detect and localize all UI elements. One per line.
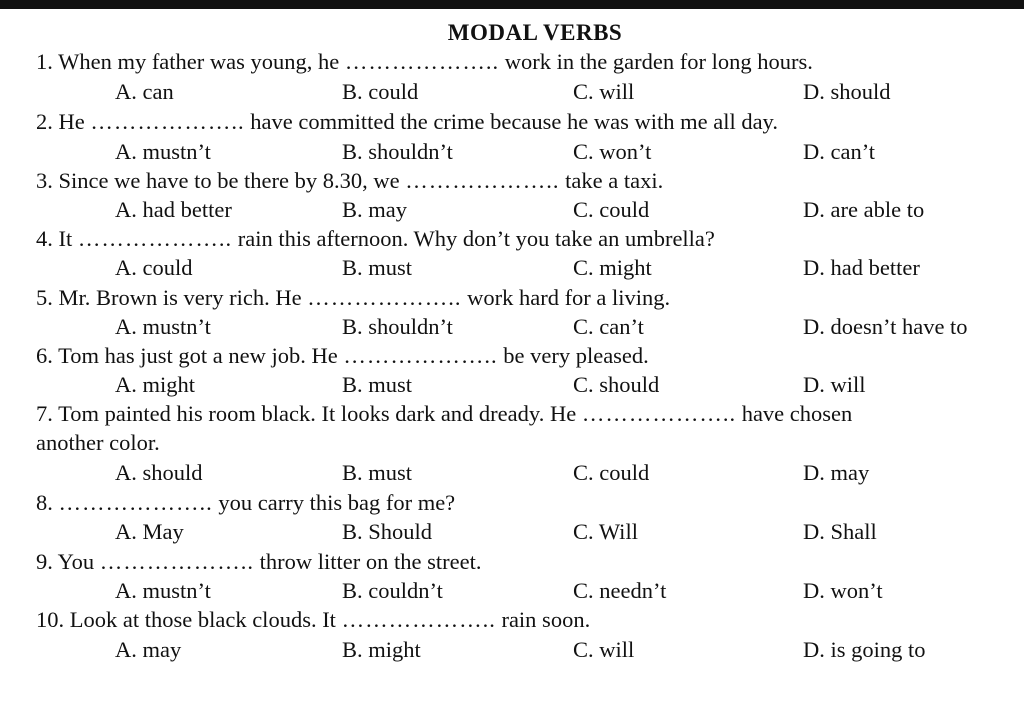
option-d: D. will — [803, 372, 866, 397]
option-a: A. should — [115, 460, 203, 485]
answer-blank: ……………….. — [581, 401, 737, 426]
answer-blank: ……………….. — [90, 109, 245, 134]
question-6 — [36, 342, 649, 369]
question-number: 1. — [36, 49, 53, 74]
question-text-before: Look at those black clouds. It — [69, 607, 336, 632]
option-d: D. had better — [803, 255, 920, 280]
option-d: D. Shall — [803, 519, 877, 544]
question-text-after: throw litter on the street. — [259, 549, 482, 574]
option-b: B. might — [342, 637, 421, 662]
option-a: A. mustn’t — [115, 139, 211, 164]
question-text-after: take a taxi. — [565, 168, 664, 193]
question-text-before: You — [57, 549, 95, 574]
question-text-before: Mr. Brown is very rich. He — [58, 285, 302, 310]
question-number: 3. — [36, 168, 53, 193]
option-d: D. are able to — [803, 197, 925, 222]
option-b: B. must — [342, 460, 413, 485]
option-a: A. may — [115, 637, 182, 662]
question-text-before: He — [58, 109, 85, 134]
option-a: A. could — [115, 255, 193, 280]
option-b: B. shouldn’t — [342, 314, 453, 339]
option-b: B. must — [342, 372, 413, 397]
answer-blank: ……………….. — [58, 490, 213, 515]
option-d: D. can’t — [803, 139, 876, 164]
question-text-after: work in the garden for long hours. — [504, 49, 813, 74]
question-text-after: have chosen — [741, 401, 853, 426]
answer-blank: ……………….. — [99, 549, 255, 574]
option-b: B. couldn’t — [342, 578, 443, 603]
question-text-after: have committed the crime because he was with me all day. — [250, 109, 778, 134]
answer-blank: ……………….. — [341, 607, 496, 632]
answer-blank: ……………….. — [344, 49, 500, 74]
question-5 — [36, 284, 670, 311]
question-text-before: When my father was young, he — [58, 49, 340, 74]
question-text-before: Tom has just got a new job. He — [58, 343, 338, 368]
option-b: B. shouldn’t — [342, 139, 453, 164]
question-number: 10. — [36, 607, 65, 632]
question-number: 5. — [36, 285, 53, 310]
question-number: 4. — [36, 226, 53, 251]
question-text-before: Tom painted his room black. It looks dark and dready. He — [58, 401, 577, 426]
question-text-after: rain this afternoon. Why don’t you take an umbrella? — [237, 226, 715, 251]
option-c: C. could — [573, 197, 650, 222]
option-d: D. should — [803, 79, 891, 104]
option-d: D. is going to — [803, 637, 926, 662]
question-9 — [36, 548, 482, 575]
option-a: A. mustn’t — [115, 314, 211, 339]
question-1 — [36, 48, 813, 75]
option-b: B. could — [342, 79, 419, 104]
option-c: C. will — [573, 79, 635, 104]
question-8 — [36, 489, 455, 516]
option-c: C. could — [573, 460, 650, 485]
option-a: A. May — [115, 519, 184, 544]
option-a: A. mustn’t — [115, 578, 211, 603]
question-text-after: be very pleased. — [503, 343, 649, 368]
question-text-after: you carry this bag for me? — [218, 490, 456, 515]
question-text-after: rain soon. — [501, 607, 591, 632]
option-d: D. doesn’t have to — [803, 314, 968, 339]
question-4 — [36, 225, 715, 252]
question-3 — [36, 167, 663, 194]
option-d: D. won’t — [803, 578, 883, 603]
page-title: MODAL VERBS — [447, 20, 623, 45]
answer-blank: ……………….. — [77, 226, 233, 251]
option-d: D. may — [803, 460, 870, 485]
question-text-before: Since we have to be there by 8.30, we — [58, 168, 400, 193]
answer-blank: ……………….. — [343, 343, 498, 368]
option-c: C. won’t — [573, 139, 652, 164]
option-a: A. might — [115, 372, 196, 397]
question-number: 8. — [36, 490, 53, 515]
answer-blank: ……………….. — [405, 168, 560, 193]
question-text-after: work hard for a living. — [467, 285, 671, 310]
option-c: C. Will — [573, 519, 638, 544]
question-2 — [36, 108, 778, 135]
question-number: 6. — [36, 343, 53, 368]
question-10 — [36, 606, 590, 633]
option-b: B. may — [342, 197, 407, 222]
question-number: 7. — [36, 401, 53, 426]
question-7-continuation: another color. — [36, 430, 160, 455]
question-number: 9. — [36, 549, 53, 574]
option-c: C. will — [573, 637, 635, 662]
option-c: C. can’t — [573, 314, 644, 339]
question-text-before: It — [58, 226, 73, 251]
answer-blank: ……………….. — [307, 285, 462, 310]
option-b: B. Should — [342, 519, 433, 544]
question-number: 2. — [36, 109, 53, 134]
option-a: A. had better — [115, 197, 232, 222]
option-c: C. needn’t — [573, 578, 667, 603]
option-c: C. should — [573, 372, 660, 397]
option-a: A. can — [115, 79, 174, 104]
option-b: B. must — [342, 255, 413, 280]
question-7 — [36, 400, 852, 427]
option-c: C. might — [573, 255, 652, 280]
